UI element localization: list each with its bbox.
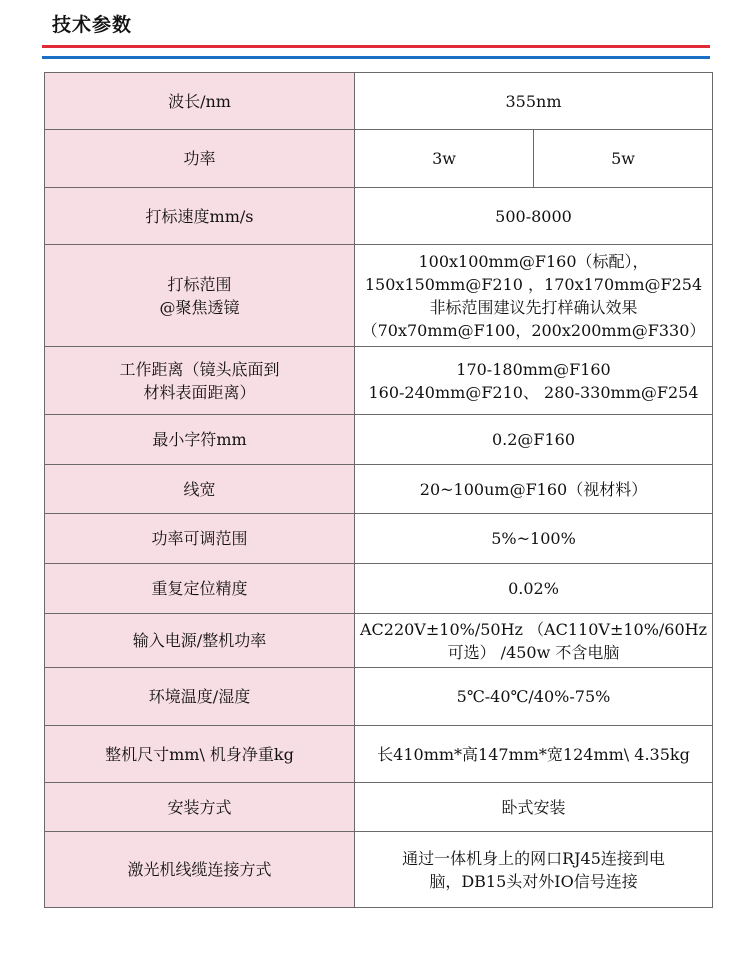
spec-value: 卧式安装 [355, 783, 713, 832]
spec-row-installation [45, 783, 713, 832]
spec-row-environment [45, 668, 713, 726]
spec-label: 安装方式 [45, 783, 355, 832]
spec-row-working-distance [45, 347, 713, 415]
spec-label: 波长/nm [45, 73, 355, 130]
spec-label: 激光机线缆连接方式 [45, 832, 355, 908]
spec-row-cable-connection [45, 832, 713, 908]
page-title: 技术参数 [52, 14, 133, 36]
spec-value: 长410mm*高147mm*宽124mm\ 4.35kg [355, 726, 713, 783]
spec-label: 输入电源/整机功率 [45, 614, 355, 668]
spec-label: 整机尺寸mm\ 机身净重kg [45, 726, 355, 783]
spec-value-line: 可选） /450w 不含电脑 [447, 642, 620, 662]
spec-row-wavelength [45, 73, 713, 130]
spec-value: 20~100um@F160（视材料） [355, 465, 713, 514]
spec-value-line: 非标范围建议先打样确认效果 [429, 297, 638, 317]
spec-value-3w: 3w [355, 130, 534, 188]
spec-value-line: 160-240mm@F210、 280-330mm@F254 [368, 382, 699, 402]
spec-label-line: 工作距离（镜头底面到 [119, 359, 280, 379]
spec-row-repeat-accuracy [45, 564, 713, 614]
spec-value [355, 614, 713, 668]
spec-label: 线宽 [45, 465, 355, 514]
red-divider [42, 45, 710, 48]
spec-label [45, 347, 355, 415]
spec-value: 0.02% [355, 564, 713, 614]
spec-table [44, 72, 713, 908]
spec-value: 355nm [355, 73, 713, 130]
spec-row-marking-range [45, 245, 713, 347]
spec-value-line: 150x150mm@F210 ，170x170mm@F254 [364, 274, 703, 294]
spec-value-line: 100x100mm@F160（标配）， [418, 251, 649, 271]
spec-label: 功率 [45, 130, 355, 188]
spec-value-line: 脑，DB15头对外IO信号连接 [429, 871, 638, 891]
spec-value [355, 347, 713, 415]
spec-value-5w: 5w [534, 130, 713, 188]
spec-row-dimensions-weight [45, 726, 713, 783]
spec-label-line: @聚焦透镜 [159, 297, 240, 317]
spec-value: 5%~100% [355, 514, 713, 564]
spec-label-line: 材料表面距离） [143, 382, 256, 402]
spec-value [355, 832, 713, 908]
spec-row-power [45, 130, 713, 188]
spec-row-power-range [45, 514, 713, 564]
spec-value: 5℃-40℃/40%-75% [355, 668, 713, 726]
spec-value-line: 通过一体机身上的网口RJ45连接到电 [402, 848, 665, 868]
spec-label: 打标速度mm/s [45, 188, 355, 245]
spec-value-line: 170-180mm@F160 [456, 359, 611, 379]
spec-value-line: AC220V±10%/50Hz （AC110V±10%/60Hz [359, 619, 708, 639]
spec-row-min-character [45, 415, 713, 465]
spec-value: 500-8000 [355, 188, 713, 245]
spec-row-power-supply [45, 614, 713, 668]
spec-label: 功率可调范围 [45, 514, 355, 564]
spec-label-line: 打标范围 [167, 274, 232, 294]
spec-label: 环境温度/湿度 [45, 668, 355, 726]
spec-row-marking-speed [45, 188, 713, 245]
spec-value: 0.2@F160 [355, 415, 713, 465]
spec-row-line-width [45, 465, 713, 514]
spec-value-line: （70x70mm@F100，200x200mm@F330） [361, 320, 706, 340]
spec-value [355, 245, 713, 347]
blue-divider [42, 56, 710, 59]
spec-label: 重复定位精度 [45, 564, 355, 614]
spec-label [45, 245, 355, 347]
spec-label: 最小字符mm [45, 415, 355, 465]
